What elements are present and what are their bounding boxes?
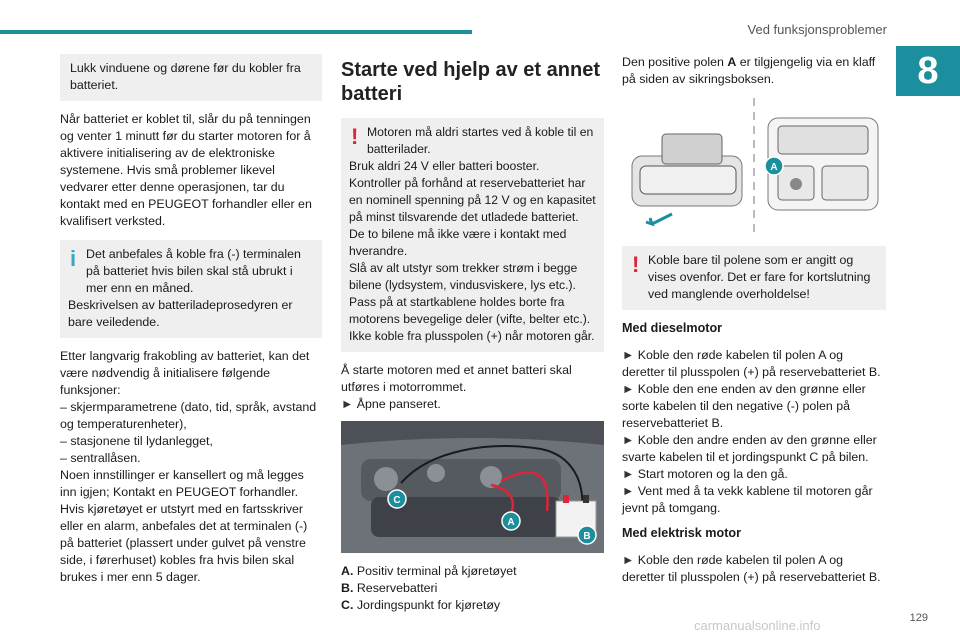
- legend-item: [341, 597, 604, 614]
- step-text: Åpne panseret.: [356, 397, 441, 411]
- paragraph-text: Noen innstillinger er kansellert og må legges inn igjen; Kontakt en PEUGEOT forhandler.: [60, 468, 304, 499]
- legend-key: A.: [341, 564, 354, 578]
- paragraph: [341, 362, 604, 413]
- step-item: [622, 347, 886, 381]
- step-text: Koble den røde kabelen til polen A og deretter til plusspolen (+) på reservebatteriet B.: [622, 553, 881, 584]
- paragraph-text: er tilgjengelig via en klaff på siden av sikringsboksen.: [622, 55, 876, 86]
- step-item: [622, 483, 886, 517]
- step-text: Koble den røde kabelen til polen A og deretter til plusspolen (+) på reservebatteriet B.: [622, 348, 881, 379]
- pole-label: A: [727, 55, 737, 69]
- section-title: Ved funksjonsproblemer: [747, 22, 887, 37]
- arrow-right-icon: ►: [622, 348, 635, 362]
- step-text: Start motoren og la den gå.: [637, 467, 788, 481]
- paragraph: Når batteriet er koblet til, slår du på tenningen og venter 1 minutt før du starter motoren for å aktivere initialisering av de elektroniske systemene. Hvis små problemer likevel vedvarer etter denne operasjonen, tar du kontakt med en PEUGEOT forhandler eller en kvalifisert verksted.: [60, 112, 312, 228]
- step-item: [622, 466, 886, 483]
- list-item: – sentrallåsen.: [60, 451, 141, 465]
- subheading-electric: Med elektrisk motor: [622, 526, 741, 540]
- list-item: – skjermparametrene (dato, tid, språk, avstand og temperaturenheter),: [60, 400, 317, 431]
- arrow-right-icon: ►: [341, 397, 354, 411]
- note-text: Lukk vinduene og dørene før du kobler fra batteriet.: [70, 61, 301, 92]
- column-2: [341, 54, 604, 614]
- legend-key: B.: [341, 581, 354, 595]
- page-number: 129: [909, 612, 928, 624]
- watermark: carmanualsonline.info: [694, 618, 821, 633]
- arrow-right-icon: ►: [622, 467, 635, 481]
- warning-line: De to bilene må ikke være i kontakt med hverandre.: [349, 227, 567, 258]
- step-item: [622, 432, 886, 466]
- arrow-right-icon: ►: [622, 484, 635, 498]
- paragraph-text: Hvis kjøretøyet er utstyrt med en fartsskriver eller en alarm, anbefales det at terminalen (-) på batteriet (plassert under gulvet på venstre side, i førerhuset) kobles fra hvis bilen skal brukes i mer enn 5 dager.: [60, 502, 308, 584]
- legend-text: Jordingspunkt for kjøretøy: [356, 598, 501, 612]
- warning-line: Pass på at startkablene holdes borte fra motorens bevegelige deler (vifte, belter etc.).: [349, 295, 591, 326]
- list-item: – stasjonene til lydanlegget,: [60, 434, 213, 448]
- subheading-diesel: Med dieselmotor: [622, 321, 723, 335]
- fusebox-drawing: [622, 96, 886, 236]
- header-bar: [0, 30, 472, 34]
- legend-text: Reservebatteri: [356, 581, 438, 595]
- warning-exclamation-icon: !: [351, 124, 359, 149]
- legend-key: C.: [341, 598, 354, 612]
- paragraph: [60, 348, 322, 586]
- fusebox-illustration: [622, 96, 886, 236]
- engine-bay-drawing: [341, 421, 604, 553]
- paragraph-text: Den positive polen: [622, 55, 728, 69]
- warning-line: Kontroller på forhånd at reservebatteriet har en nominell spenning på 12 V og en kapasitet på minst tilsvarende det utladede batteriet.: [349, 176, 596, 224]
- step-text: Vent med å ta vekk kablene til motoren går jevnt på tomgang.: [622, 484, 873, 515]
- legend-text: Positiv terminal på kjøretøyet: [356, 564, 517, 578]
- info-box: [60, 240, 322, 338]
- section-heading: Starte ved hjelp av et annet batteri: [341, 59, 600, 105]
- legend-item: [341, 563, 604, 580]
- note-box: [60, 54, 322, 101]
- info-icon: i: [70, 246, 77, 271]
- electric-steps: [622, 552, 886, 586]
- arrow-right-icon: ►: [622, 553, 635, 567]
- arrow-right-icon: ►: [622, 433, 635, 447]
- legend-item: [341, 580, 604, 597]
- warning-line: Bruk aldri 24 V eller batteri booster.: [349, 159, 540, 173]
- arrow-right-icon: ►: [622, 382, 635, 396]
- info-text-2: Beskrivelsen av batteriladeprosedyren er bare veiledende.: [68, 298, 293, 329]
- warning-exclamation-icon: !: [632, 252, 640, 277]
- column-1: [60, 54, 322, 586]
- column-3: [622, 54, 886, 586]
- warning-line: Slå av alt utstyr som trekker strøm i begge bilene (lydsystem, vindusviskere, lys etc.).: [349, 261, 578, 292]
- marker-a-label: A: [770, 162, 778, 173]
- diesel-steps: [622, 347, 886, 517]
- warning-line: Ikke koble fra plusspolen (+) når motoren går.: [349, 329, 595, 343]
- paragraph-text: Å starte motoren med et annet batteri skal utføres i motorrommet.: [341, 363, 572, 394]
- engine-bay-illustration: [341, 421, 604, 553]
- marker-b-label: B: [583, 531, 591, 542]
- marker-a-label: A: [507, 517, 515, 528]
- step-item: [622, 381, 886, 432]
- chapter-badge: 8: [896, 46, 960, 96]
- warning-box: [341, 118, 604, 352]
- info-text: Det anbefales å koble fra (-) terminalen på batteriet hvis bilen skal stå ubrukt i mer enn en måned.: [86, 247, 301, 295]
- paragraph: [622, 54, 886, 88]
- warning-text: Motoren må aldri startes ved å koble til en batterilader.: [367, 125, 594, 156]
- warning-box: [622, 246, 886, 310]
- marker-c-label: C: [393, 495, 401, 506]
- step-item: [622, 552, 886, 586]
- figure-legend: [341, 563, 604, 614]
- step-text: Koble den ene enden av den grønne eller sorte kabelen til den negative (-) polen på reservebatteriet B.: [622, 382, 866, 430]
- warning-text: Koble bare til polene som er angitt og vises ovenfor. Det er fare for kortslutning ved manglende overholdelse!: [648, 253, 871, 301]
- paragraph-text: Etter langvarig frakobling av batteriet, kan det være nødvendig å initialisere følgende funksjoner:: [60, 349, 310, 397]
- step-text: Koble den andre enden av den grønne eller svarte kabelen til et jordingspunkt C på bilen.: [622, 433, 877, 464]
